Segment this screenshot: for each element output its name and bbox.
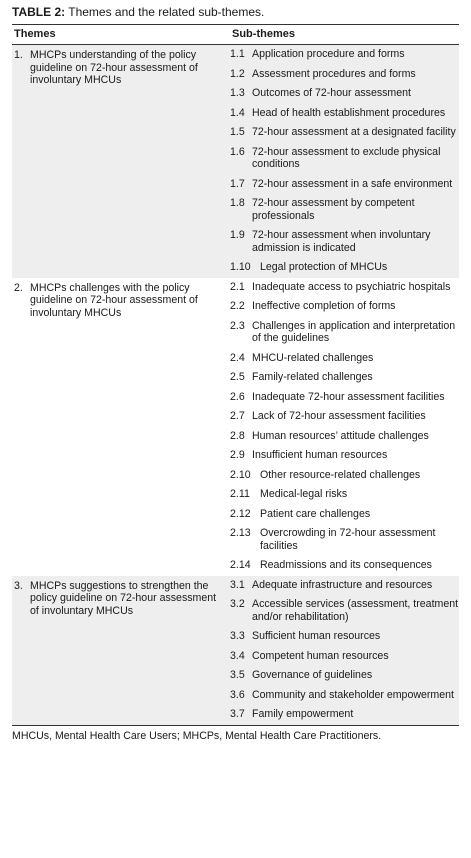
subtheme-number: 1.6: [230, 145, 245, 158]
theme-number: 3.: [14, 579, 23, 592]
subtheme-item: [230, 84, 459, 104]
theme-item: [14, 282, 226, 320]
subtheme-cell: [230, 278, 459, 576]
subtheme-number: 3.2: [230, 598, 245, 610]
subtheme-cell: [230, 45, 459, 278]
subtheme-number: 2.1: [230, 280, 245, 293]
subtheme-text: Competent human resources: [252, 649, 389, 662]
subtheme-item: [230, 297, 459, 317]
subtheme-text: Family empowerment: [252, 708, 354, 720]
subtheme-text: Sufficient human resources: [252, 630, 381, 642]
subtheme-item: [230, 388, 459, 408]
subtheme-text: Patient care challenges: [260, 507, 371, 520]
subtheme-number: 1.7: [230, 177, 245, 190]
subtheme-text: Legal protection of MHCUs: [260, 261, 388, 273]
theme-text: MHCPs understanding of the policy guideline on 72-hour assessment of involuntary MHCUs: [30, 49, 198, 86]
subtheme-number: 3.3: [230, 630, 245, 642]
subtheme-item: [230, 65, 459, 85]
subtheme-item: [230, 194, 459, 226]
header-subthemes: Sub-themes: [230, 25, 459, 45]
subtheme-item: [230, 258, 459, 278]
theme-cell: [12, 278, 230, 576]
subtheme-number: 2.3: [230, 319, 245, 332]
subtheme-text: Challenges in application and interpretation of the guidelines: [252, 319, 456, 344]
subtheme-number: 2.7: [230, 410, 245, 422]
subtheme-number: 1.2: [230, 67, 245, 80]
subtheme-text: Insufficient human resources: [252, 449, 388, 461]
subtheme-item: [230, 505, 459, 525]
theme-number: 1.: [14, 49, 23, 61]
subtheme-number: 3.1: [230, 578, 245, 591]
subtheme-item: [230, 595, 459, 627]
subtheme-text: 72-hour assessment in a safe environment: [252, 177, 453, 190]
subtheme-number: 2.14: [230, 559, 251, 571]
theme-text: MHCPs suggestions to strengthen the policy guideline on 72-hour assessment of involuntary MHCUs: [30, 579, 217, 617]
subtheme-item: [230, 427, 459, 447]
subtheme-text: Lack of 72-hour assessment facilities: [252, 410, 426, 422]
subtheme-item: [230, 666, 459, 686]
subtheme-item: [230, 104, 459, 124]
table-caption: [12, 5, 459, 19]
theme-cell: [12, 576, 230, 725]
subtheme-text: Medical-legal risks: [260, 488, 348, 500]
subtheme-item: [230, 647, 459, 667]
subtheme-item: [230, 349, 459, 369]
theme-cell: [12, 45, 230, 278]
subtheme-item: [230, 226, 459, 258]
subtheme-number: 2.11: [230, 488, 250, 500]
subtheme-text: Inadequate access to psychiatric hospitals: [252, 280, 451, 293]
subtheme-number: 1.4: [230, 106, 245, 119]
subtheme-item: [230, 576, 459, 596]
subtheme-text: Inadequate 72-hour assessment facilities: [252, 390, 445, 403]
subtheme-item: [230, 123, 459, 143]
subtheme-text: Overcrowding in 72-hour assessment facilities: [260, 527, 436, 552]
subtheme-text: Head of health establishment procedures: [252, 106, 446, 119]
subtheme-item: [230, 368, 459, 388]
subtheme-number: 2.10: [230, 468, 251, 481]
subtheme-item: [230, 45, 459, 65]
subtheme-number: 1.1: [230, 48, 245, 60]
subtheme-number: 1.3: [230, 87, 245, 99]
subtheme-number: 2.9: [230, 449, 245, 461]
subtheme-item: [230, 466, 459, 486]
subtheme-text: 72-hour assessment by competent professionals: [252, 197, 415, 222]
subtheme-text: Community and stakeholder empowerment: [252, 688, 454, 701]
subtheme-number: 1.5: [230, 126, 245, 138]
theme-item: [14, 49, 226, 87]
subtheme-text: Other resource-related challenges: [260, 468, 421, 481]
subtheme-text: Family-related challenges: [252, 371, 373, 383]
subtheme-number: 3.7: [230, 708, 245, 720]
subtheme-text: Human resources’ attitude challenges: [252, 429, 429, 442]
theme-row: [12, 45, 459, 278]
subtheme-text: Assessment procedures and forms: [252, 67, 416, 80]
table-bottom-rule: [12, 725, 459, 726]
subtheme-number: 2.4: [230, 351, 245, 364]
subtheme-text: Accessible services (assessment, treatment and/or rehabilitation): [252, 598, 459, 623]
subtheme-cell: [230, 576, 459, 725]
table-label: TABLE 2:: [12, 5, 66, 19]
subtheme-number: 1.9: [230, 229, 245, 241]
subtheme-text: Application procedure and forms: [252, 48, 405, 60]
subtheme-number: 1.8: [230, 197, 245, 209]
subtheme-text: Ineffective completion of forms: [252, 300, 396, 312]
subtheme-text: 72-hour assessment when involuntary admission is indicated: [252, 229, 431, 254]
theme-number: 2.: [14, 281, 23, 294]
subtheme-item: [230, 278, 459, 298]
subtheme-item: [230, 175, 459, 195]
subtheme-item: [230, 317, 459, 349]
theme-row: [12, 576, 459, 725]
subtheme-item: [230, 407, 459, 427]
subtheme-text: Outcomes of 72-hour assessment: [252, 87, 411, 99]
subtheme-number: 2.13: [230, 527, 251, 539]
themes-table: [12, 24, 459, 725]
subtheme-item: [230, 627, 459, 647]
table-body: [12, 45, 459, 725]
subtheme-number: 2.2: [230, 300, 245, 312]
table-header-row: [12, 25, 459, 45]
subtheme-item: [230, 556, 459, 576]
subtheme-number: 2.12: [230, 507, 251, 520]
subtheme-item: [230, 485, 459, 505]
subtheme-item: [230, 524, 459, 556]
table-caption-text: Themes and the related sub-themes.: [68, 5, 265, 19]
subtheme-number: 3.4: [230, 649, 245, 662]
subtheme-item: [230, 446, 459, 466]
subtheme-number: 1.10: [230, 261, 251, 273]
subtheme-text: 72-hour assessment to exclude physical conditions: [252, 145, 441, 170]
subtheme-number: 3.5: [230, 669, 245, 681]
subtheme-number: 3.6: [230, 688, 245, 701]
subtheme-text: Adequate infrastructure and resources: [252, 578, 433, 591]
table-footnote: MHCUs, Mental Health Care Users; MHCPs, Mental Health Care Practitioners.: [12, 729, 382, 742]
subtheme-text: MHCU-related challenges: [252, 351, 374, 364]
subtheme-number: 2.5: [230, 371, 245, 383]
subtheme-number: 2.8: [230, 429, 245, 442]
subtheme-text: Governance of guidelines: [252, 669, 373, 681]
theme-row: [12, 278, 459, 576]
theme-text: MHCPs challenges with the policy guideline on 72-hour assessment of involuntary MHCUs: [30, 281, 198, 319]
subtheme-item: [230, 143, 459, 175]
subtheme-item: [230, 686, 459, 706]
subtheme-item: [230, 705, 459, 725]
header-themes: Themes: [12, 25, 230, 45]
subtheme-text: Readmissions and its consequences: [260, 559, 432, 571]
theme-item: [14, 580, 226, 618]
subtheme-text: 72-hour assessment at a designated facility: [252, 126, 456, 138]
subtheme-number: 2.6: [230, 390, 245, 403]
